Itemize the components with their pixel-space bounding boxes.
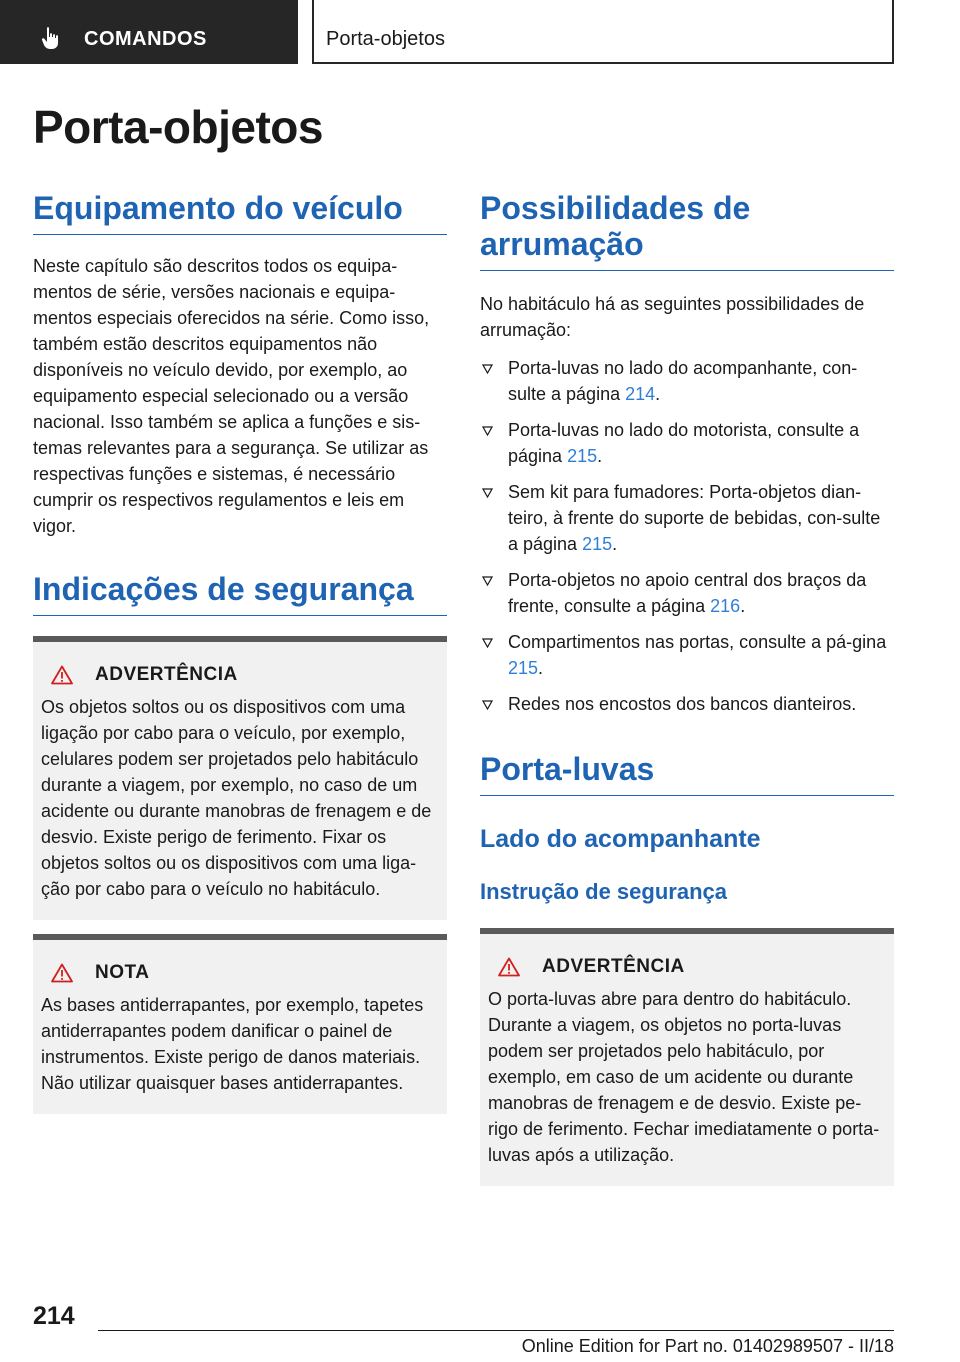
triangle-bullet-icon: [482, 638, 493, 648]
list-item: Redes nos encostos dos bancos dianteiros.: [480, 691, 894, 717]
triangle-bullet-icon: [482, 364, 493, 374]
left-column: [33, 190, 447, 1114]
page-title: Porta-objetos: [33, 101, 323, 153]
warning-title: ADVERTÊNCIA: [95, 664, 238, 685]
heading-equipamento: Equipamento do veículo: [33, 190, 447, 235]
storage-list: [480, 355, 894, 717]
triangle-bullet-icon: [482, 488, 493, 498]
list-item: Porta-luvas no lado do motorista, consulte a página 215.: [480, 417, 894, 469]
triangle-bullet-icon: [482, 700, 493, 710]
possibilidades-intro: No habitáculo há as seguintes possibilidades de arrumação:: [480, 294, 865, 340]
list-item: Sem kit para fumadores: Porta-objetos dian-teiro, à frente do suporte de bebidas, con-sulte a página 215.: [480, 479, 894, 557]
page-number: 214: [33, 1302, 75, 1330]
warning-triangle-icon: [51, 963, 73, 983]
warning-triangle-icon: [498, 957, 520, 977]
warning-header: [488, 956, 886, 978]
triangle-bullet-icon: [482, 576, 493, 586]
heading-possibilidades: Possibilidades de arrumação: [480, 190, 894, 271]
page-link[interactable]: 215: [582, 534, 613, 554]
warning-box: [33, 636, 447, 920]
page-link[interactable]: 215: [567, 446, 598, 466]
note-title: NOTA: [95, 962, 150, 983]
page-link[interactable]: 214: [625, 384, 656, 404]
right-column: [480, 190, 894, 1186]
list-item: Compartimentos nas portas, consulte a pá-gina 215.: [480, 629, 894, 681]
header-section-title: Porta-objetos: [326, 28, 445, 50]
heading-lado-acompanhante: Lado do acompanhante: [480, 825, 761, 853]
heading-instrucao-seguranca: Instrução de segurança: [480, 879, 727, 904]
note-header: [41, 962, 439, 984]
warning-title: ADVERTÊNCIA: [542, 956, 685, 977]
list-item: Porta-luvas no lado do acompanhante, con-sulte a página 214.: [480, 355, 894, 407]
header-tab: [0, 0, 298, 64]
note-box: [33, 934, 447, 1114]
warning-text: Os objetos soltos ou os dispositivos com uma ligação por cabo para o veículo, por exemplo, celulares podem ser projetados pelo habitáculo durante a viagem, por exemplo, no caso de um acidente ou durante manobras de frenagem e de desvio. Existe perigo de ferimento. Fixar os objetos soltos ou os dispositivos com uma liga-ção por cabo para o veículo no habitáculo.: [41, 697, 432, 899]
equipamento-body: Neste capítulo são descritos todos os equipa-mentos de série, versões nacionais e equipa-mentos especiais oferecidos na série. Como isso, também estão descritos equipamentos não disponíveis no veículo devido, por exemplo, ao equipamento especial selecionado ou a versão nacional. Isso também se aplica a funções e sis-temas relevantes para a segurança. Se utilizar as respectivas funções e sistemas, é necessário cumprir os respectivos regulamentos e leis em vigor.: [33, 256, 430, 536]
page-link[interactable]: 216: [710, 596, 741, 616]
page-link[interactable]: 215: [508, 658, 539, 678]
list-item: Porta-objetos no apoio central dos braços da frente, consulte a página 216.: [480, 567, 894, 619]
triangle-bullet-icon: [482, 426, 493, 436]
warning-text: O porta-luvas abre para dentro do habitáculo. Durante a viagem, os objetos no porta-luvas podem ser projetados pelo habitáculo, por exemplo, em caso de um acidente ou durante manobras de frenagem e de desvio. Existe pe-rigo de ferimento. Fechar imediatamente o porta-luvas após a utilização.: [488, 989, 880, 1165]
warning-triangle-icon: [51, 665, 73, 685]
heading-seguranca: Indicações de segurança: [33, 571, 447, 616]
tab-label: COMANDOS: [84, 28, 207, 50]
header-title-box: [312, 0, 894, 64]
note-text: As bases antiderrapantes, por exemplo, tapetes antiderrapantes podem danificar o painel de instrumentos. Existe perigo de danos materiais. Não utilizar quaisquer bases antiderrapantes.: [41, 995, 424, 1093]
warning-header: [41, 664, 439, 686]
footer-divider: [98, 1330, 894, 1331]
footer-edition: Online Edition for Part no. 01402989507 - II/18: [521, 1336, 894, 1356]
hand-pointer-icon: [40, 26, 62, 50]
heading-porta-luvas: Porta-luvas: [480, 751, 894, 796]
warning-box: [480, 928, 894, 1186]
